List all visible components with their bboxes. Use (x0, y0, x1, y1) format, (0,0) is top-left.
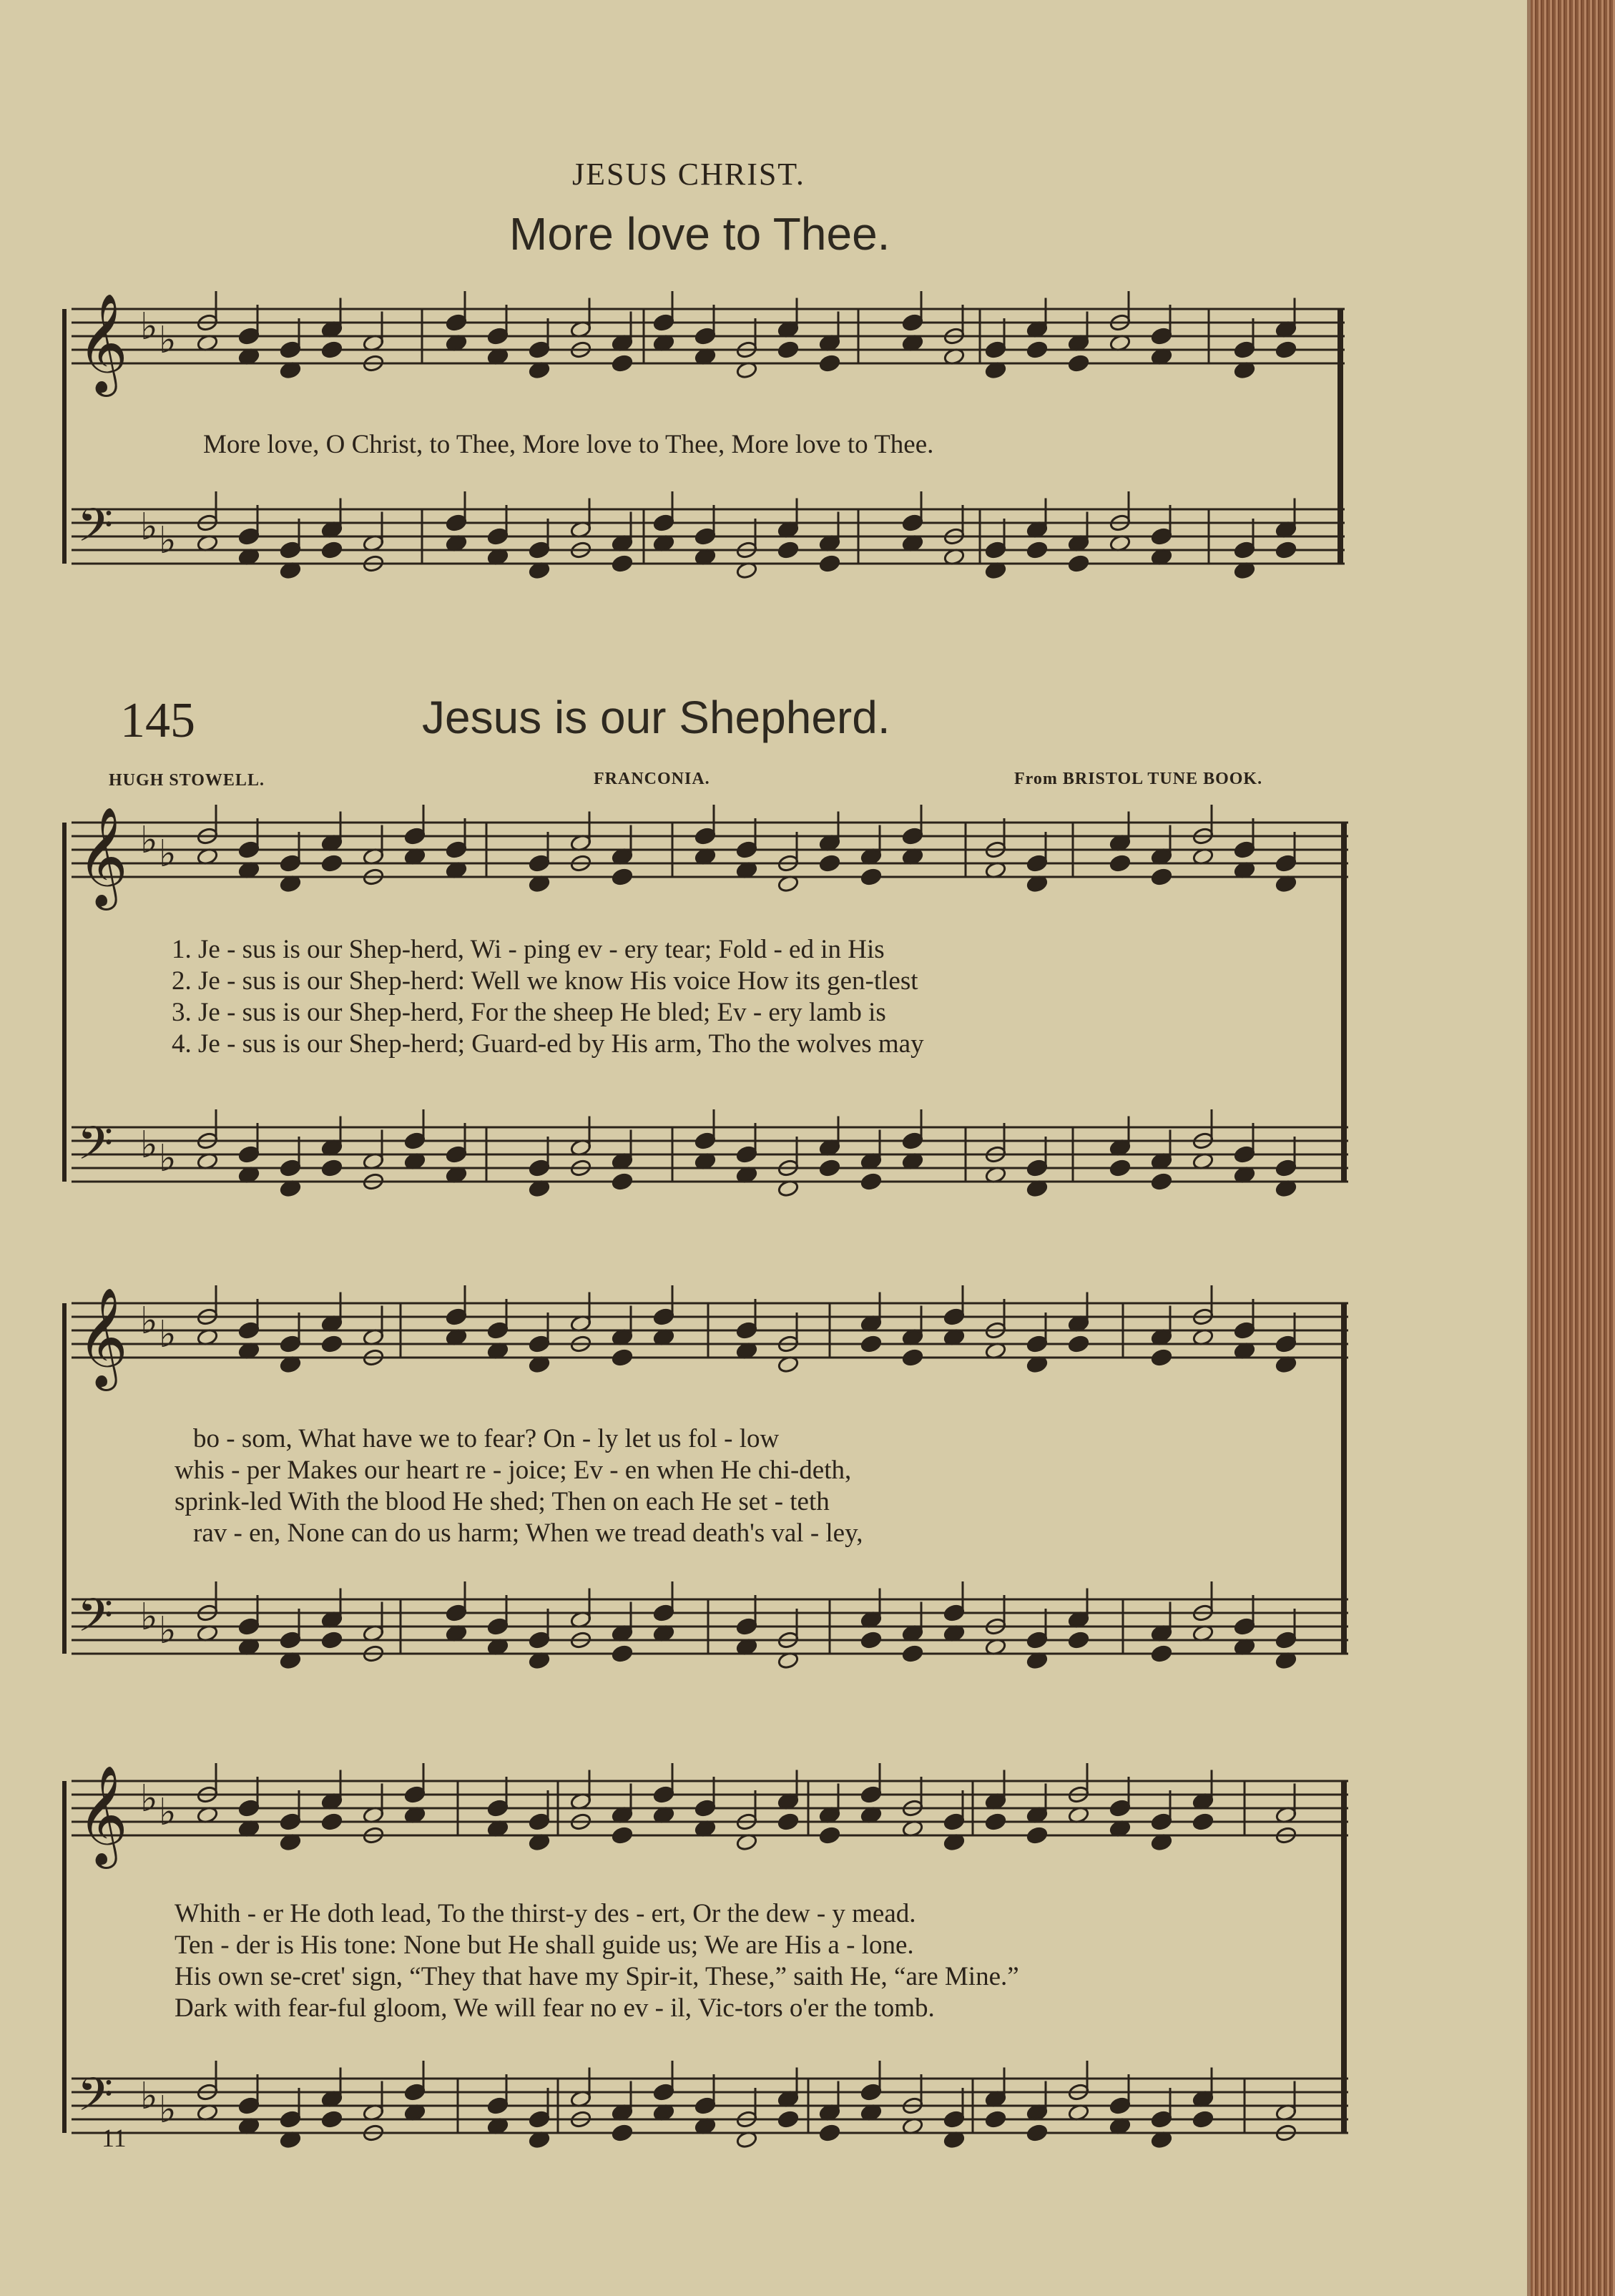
note-head (321, 1335, 343, 1353)
flat-sign: ♭ (140, 305, 158, 348)
note-head (819, 2124, 841, 2142)
note-head (612, 1172, 634, 1191)
flat-sign: ♭ (159, 519, 177, 562)
flat-sign: ♭ (140, 1300, 158, 1343)
note-head (1151, 1172, 1173, 1191)
note-head (985, 2110, 1007, 2129)
note-head (1026, 2124, 1049, 2142)
verse-line: 4. Je - sus is our Shep-herd; Guard-ed by His arm, Tho the wolves may (172, 1029, 924, 1059)
note-head (612, 354, 634, 373)
section-heading: JESUS CHRIST. (572, 157, 805, 192)
verse-line: His own se-cret' sign, “They that have my Spir-it, These,” saith He, “are Mine.” (175, 1962, 1019, 1991)
note-head (1192, 1812, 1214, 1831)
page-number: 11 (102, 2124, 127, 2152)
note-head (860, 1172, 883, 1191)
flat-sign: ♭ (159, 1313, 177, 1356)
note-head (612, 1348, 634, 1367)
verse-line: Ten - der is His tone: None but He shall guide us; We are His a - lone. (175, 1930, 914, 1960)
verse-line: 3. Je - sus is our Shep-herd, For the sheep He bled; Ev - ery lamb is (172, 998, 886, 1027)
treble-clef: 𝄞 (77, 293, 128, 393)
flat-sign: ♭ (140, 1777, 158, 1820)
note-head (321, 340, 343, 359)
note-head (777, 2110, 800, 2129)
note-head (1026, 541, 1049, 559)
flat-sign: ♭ (140, 1596, 158, 1639)
note-head (860, 1631, 883, 1649)
hymn-author: HUGH STOWELL. (109, 771, 265, 790)
flat-sign: ♭ (140, 1124, 158, 1167)
note-head (1068, 554, 1090, 573)
verse-line: Dark with fear-ful gloom, We will fear no ev - il, Vic-tors o'er the tomb. (175, 1993, 935, 2023)
note-head (1109, 854, 1132, 873)
note-head (1068, 1335, 1090, 1353)
flat-sign: ♭ (159, 1609, 177, 1652)
note-head (321, 2110, 343, 2129)
intro-lyric: More love, O Christ, to Thee, More love to Thee, More love to Thee. (203, 430, 934, 459)
note-head (321, 1631, 343, 1649)
note-head (1151, 1644, 1173, 1663)
note-head (819, 354, 841, 373)
flat-sign: ♭ (159, 2089, 177, 2131)
note-head (860, 1335, 883, 1353)
note-head (612, 1826, 634, 1845)
verse-line: bo - som, What have we to fear? On - ly let us fol - low (193, 1424, 780, 1453)
note-head (1192, 2110, 1214, 2129)
note-head (902, 1348, 924, 1367)
flat-sign: ♭ (140, 2075, 158, 2118)
bass-clef: 𝄢 (77, 499, 114, 564)
bass-clef: 𝄢 (77, 1589, 114, 1654)
note-head (1151, 868, 1173, 886)
note-head (612, 868, 634, 886)
verse-line: 2. Je - sus is our Shep-herd: Well we know His voice How its gen-tlest (172, 966, 918, 996)
hymn-source: From BRISTOL TUNE BOOK. (1014, 770, 1263, 788)
note-head (777, 541, 800, 559)
note-head (777, 340, 800, 359)
note-head (819, 1826, 841, 1845)
note-head (321, 541, 343, 559)
note-head (612, 2124, 634, 2142)
note-head (1109, 1159, 1132, 1177)
flat-sign: ♭ (159, 1137, 177, 1180)
note-head (1275, 340, 1297, 359)
note-head (819, 854, 841, 873)
verse-line: rav - en, None can do us harm; When we tread death's val - ley, (193, 1519, 863, 1548)
note-head (819, 554, 841, 573)
note-head (612, 1644, 634, 1663)
note-head (1068, 1631, 1090, 1649)
hymn-title: Jesus is our Shepherd. (422, 692, 890, 743)
bass-clef: 𝄢 (77, 2069, 114, 2133)
flat-sign: ♭ (140, 506, 158, 549)
bass-clef: 𝄢 (77, 1117, 114, 1182)
note-head (860, 868, 883, 886)
note-head (321, 1159, 343, 1177)
verse-line: whis - per Makes our heart re - joice; Ev - en when He chi-deth, (175, 1456, 852, 1485)
note-head (819, 1159, 841, 1177)
flat-sign: ♭ (140, 819, 158, 862)
treble-clef: 𝄞 (77, 807, 128, 906)
treble-clef: 𝄞 (77, 1287, 128, 1387)
note-head (902, 1644, 924, 1663)
note-head (321, 854, 343, 873)
note-head (1275, 541, 1297, 559)
flat-sign: ♭ (159, 833, 177, 875)
note-head (777, 1812, 800, 1831)
hymn-number: 145 (120, 693, 195, 748)
hymn-tune: FRANCONIA. (594, 770, 710, 788)
note-head (321, 1812, 343, 1831)
note-head (612, 554, 634, 573)
note-head (985, 1812, 1007, 1831)
flat-sign: ♭ (159, 319, 177, 362)
treble-clef: 𝄞 (77, 1765, 128, 1865)
note-head (1068, 354, 1090, 373)
flat-sign: ♭ (159, 1791, 177, 1834)
verse-line: 1. Je - sus is our Shep-herd, Wi - ping ev - ery tear; Fold - ed in His (172, 935, 885, 964)
verse-line: sprink-led With the blood He shed; Then on each He set - teth (175, 1487, 830, 1516)
note-head (1026, 340, 1049, 359)
note-head (1151, 1348, 1173, 1367)
note-head (1026, 1826, 1049, 1845)
intro-title: More love to Thee. (509, 208, 890, 260)
verse-line: Whith - er He doth lead, To the thirst-y des - ert, Or the dew - y mead. (175, 1899, 916, 1928)
